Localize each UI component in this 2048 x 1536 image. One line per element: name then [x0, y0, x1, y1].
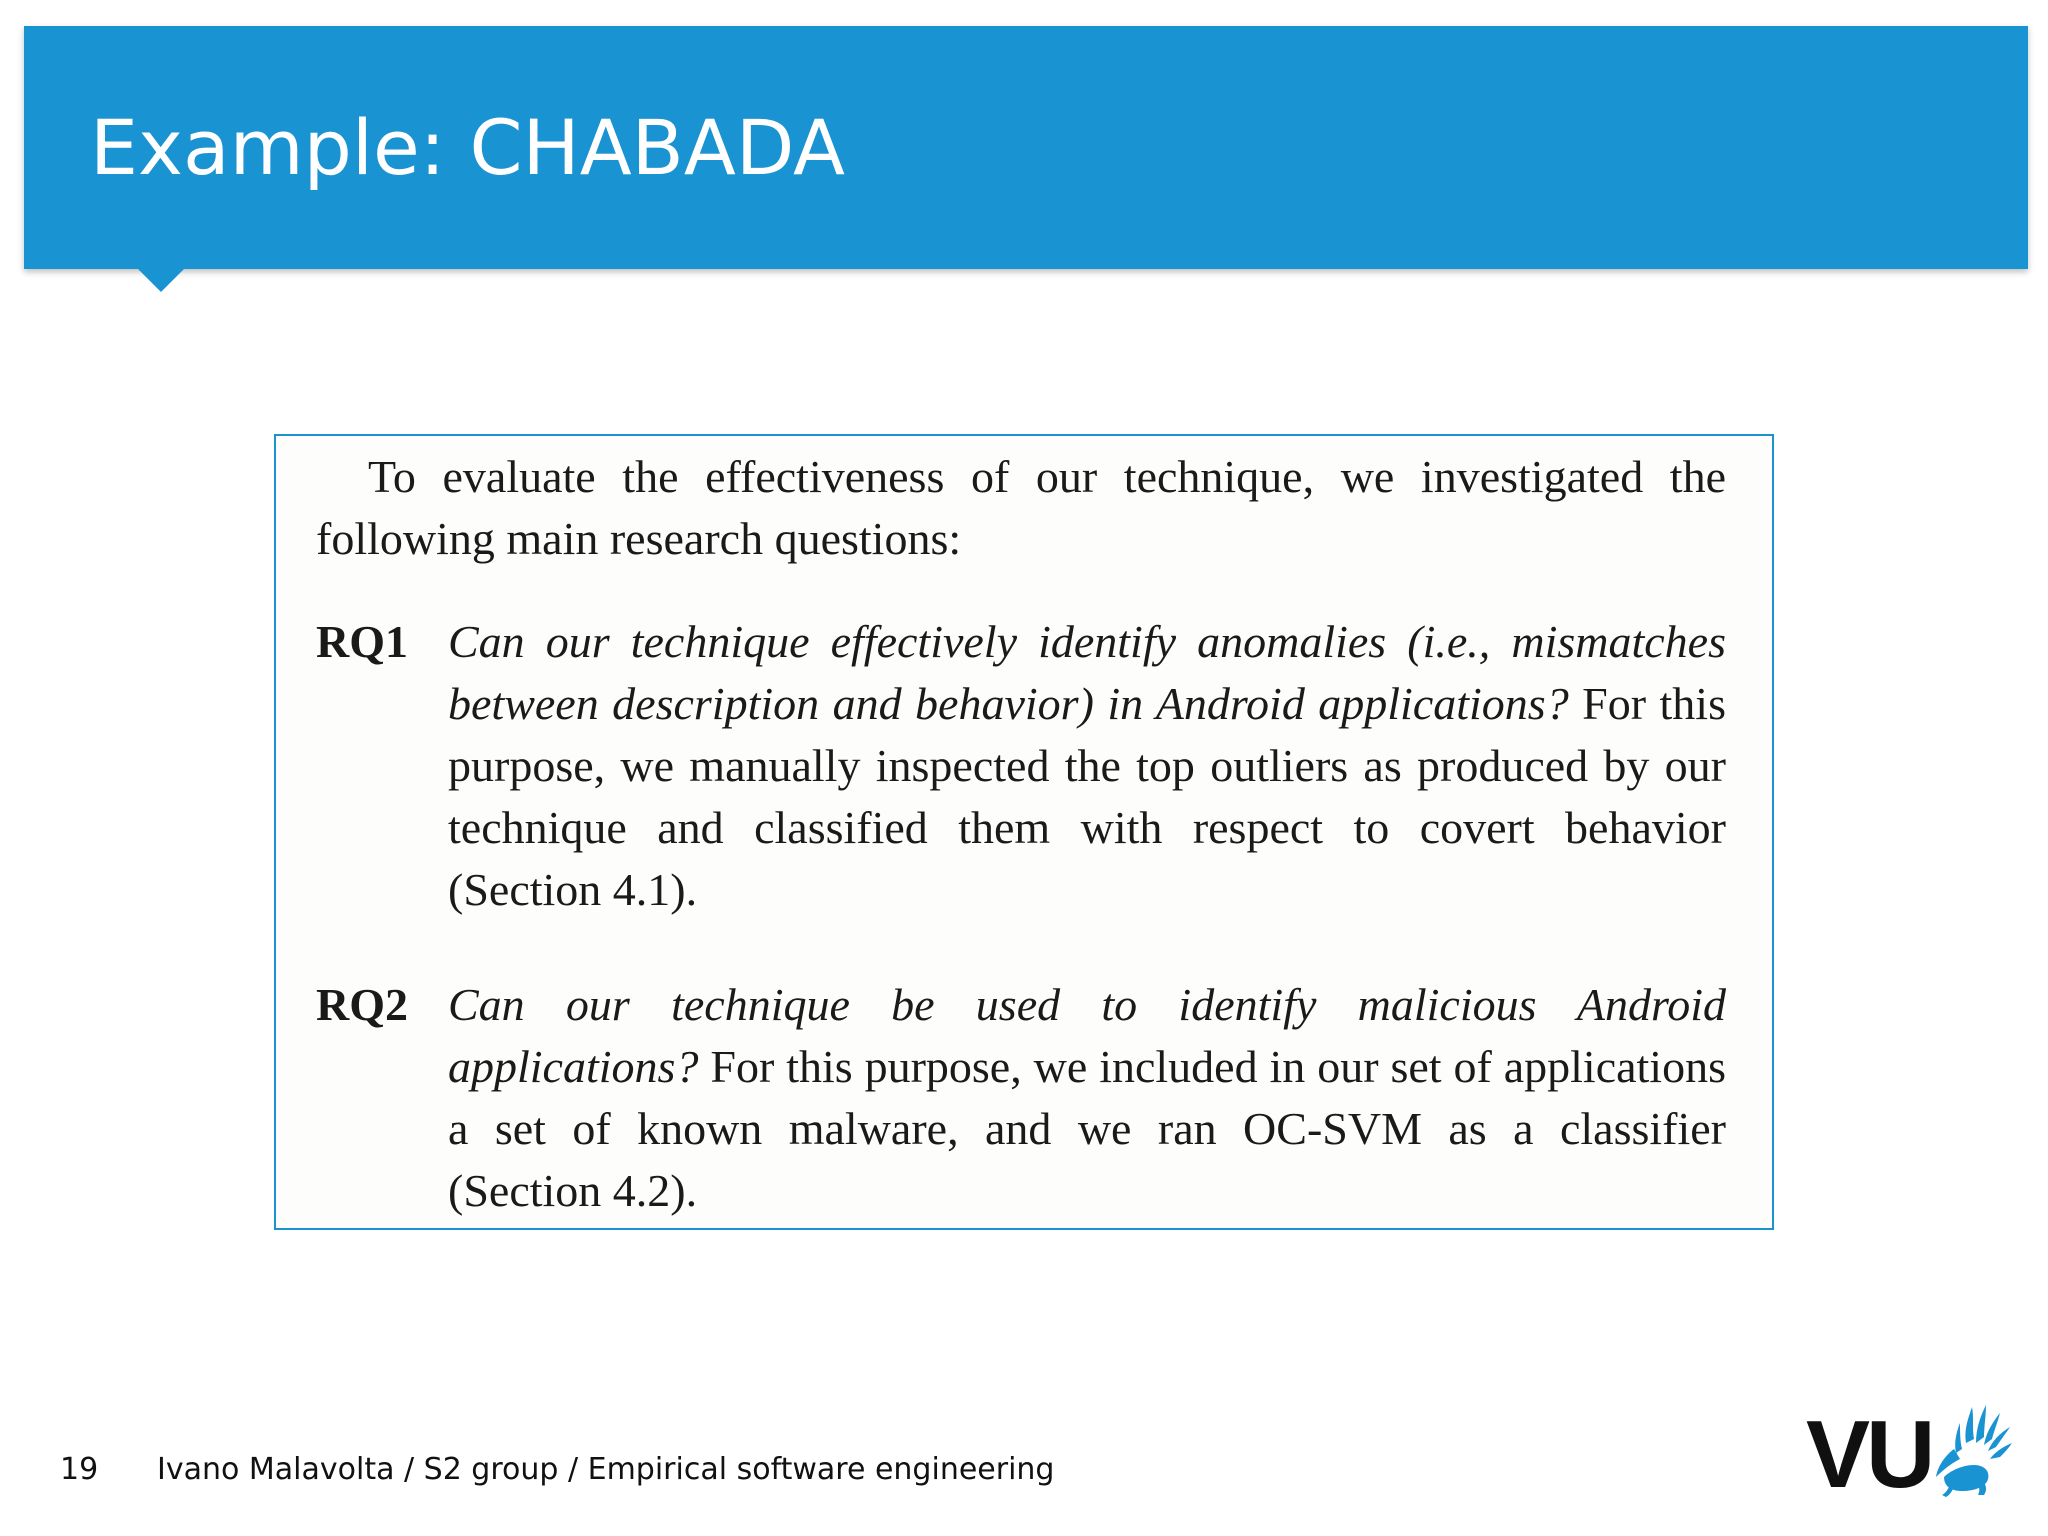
- excerpt-intro: To evaluate the effectiveness of our technique, we investigated the following main research questions:: [316, 451, 1726, 564]
- title-banner-notch: [137, 268, 185, 292]
- rq2-detail: For this purpose, we included in our set of applications a set of known malware, and we ran OC-SVM as a classifier (Section 4.2).: [448, 1041, 1726, 1216]
- griffin-icon: [1924, 1399, 2014, 1499]
- rq1-question: Can our technique effectively identify anomalies (i.e., mismatches between description and behavior) in Android applications?: [448, 616, 1726, 729]
- logo-text: VU: [1806, 1401, 1932, 1508]
- rq1-label: RQ1: [316, 616, 408, 667]
- rq2-question: Can our technique be used to identify malicious Android applications?: [448, 979, 1726, 1092]
- rq1-body: [448, 611, 1726, 921]
- vu-logo: [1806, 1401, 2006, 1508]
- paper-excerpt: [274, 434, 1774, 1230]
- page-number: 19: [60, 1452, 99, 1487]
- slide-title: Example: CHABADA: [90, 103, 845, 192]
- rq1-detail: For this purpose, we manually inspected the top outliers as produced by our technique and classified them with respect to covert behavior (Section 4.1).: [448, 678, 1726, 915]
- footer-credit: Ivano Malavolta / S2 group / Empirical software engineering: [157, 1452, 1055, 1487]
- rq2-label: RQ2: [316, 979, 408, 1030]
- rq2-body: [448, 974, 1726, 1222]
